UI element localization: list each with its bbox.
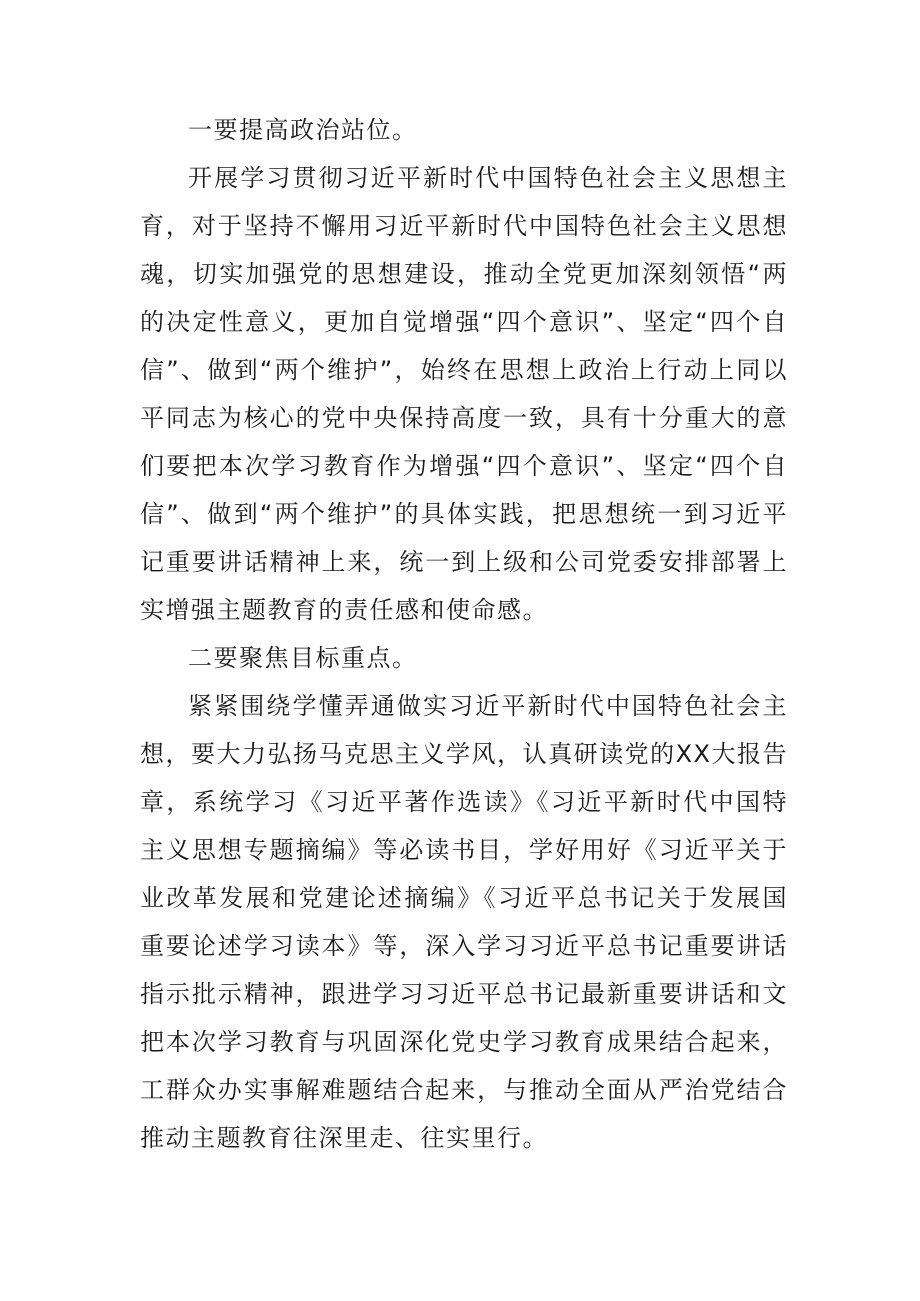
paragraph-2-line-2: 想，要大力弘扬马克思主义学风，认真研读党的XX大报告	[140, 740, 788, 768]
paragraph-1-line-2: 育，对于坚持不懈用习近平新时代中国特色社会主义思想	[140, 212, 788, 240]
paragraph-1-line-4: 的决定性意义，更加自觉增强“四个意识”、坚定“四个自	[140, 308, 788, 336]
paragraph-1-line-6: 平同志为核心的党中央保持高度一致，具有十分重大的意	[140, 404, 788, 432]
paragraph-2-line-10: 推动主题教育往深里走、往实里行。	[140, 1124, 548, 1152]
paragraph-2-line-3: 章，系统学习《习近平著作选读》《习近平新时代中国特	[140, 788, 788, 816]
paragraph-1-line-3: 魂，切实加强党的思想建设，推动全党更加深刻领悟“两	[140, 260, 788, 288]
section-heading-2: 二要聚焦目标重点。	[188, 644, 418, 672]
paragraph-2-line-5: 业改革发展和党建论述摘编》《习近平总书记关于发展国	[140, 884, 788, 912]
paragraph-2-line-1: 紧紧围绕学懂弄通做实习近平新时代中国特色社会主	[188, 692, 788, 720]
paragraph-2-line-6: 重要论述学习读本》等，深入学习习近平总书记重要讲话	[140, 932, 788, 960]
paragraph-1-line-8: 信”、做到“两个维护”的具体实践，把思想统一到习近平	[140, 500, 788, 528]
paragraph-2-line-9: 工群众办实事解难题结合起来，与推动全面从严治党结合	[140, 1076, 788, 1104]
paragraph-1-line-7: 们要把本次学习教育作为增强“四个意识”、坚定“四个自	[140, 452, 788, 480]
section-heading-1: 一要提高政治站位。	[188, 116, 418, 144]
paragraph-2-line-8: 把本次学习教育与巩固深化党史学习教育成果结合起来，	[140, 1028, 788, 1056]
paragraph-1-line-10: 实增强主题教育的责任感和使命感。	[140, 596, 548, 624]
paragraph-1-line-9: 记重要讲话精神上来，统一到上级和公司党委安排部署上	[140, 548, 788, 576]
document-body	[140, 106, 788, 1162]
paragraph-2-line-7: 指示批示精神，跟进学习习近平总书记最新重要讲话和文	[140, 980, 788, 1008]
paragraph-1-line-5: 信”、做到“两个维护”，始终在思想上政治上行动上同以	[140, 356, 788, 384]
paragraph-2-line-4: 主义思想专题摘编》等必读书目，学好用好《习近平关于	[140, 836, 788, 864]
paragraph-1-line-1: 开展学习贯彻习近平新时代中国特色社会主义思想主	[188, 164, 788, 192]
